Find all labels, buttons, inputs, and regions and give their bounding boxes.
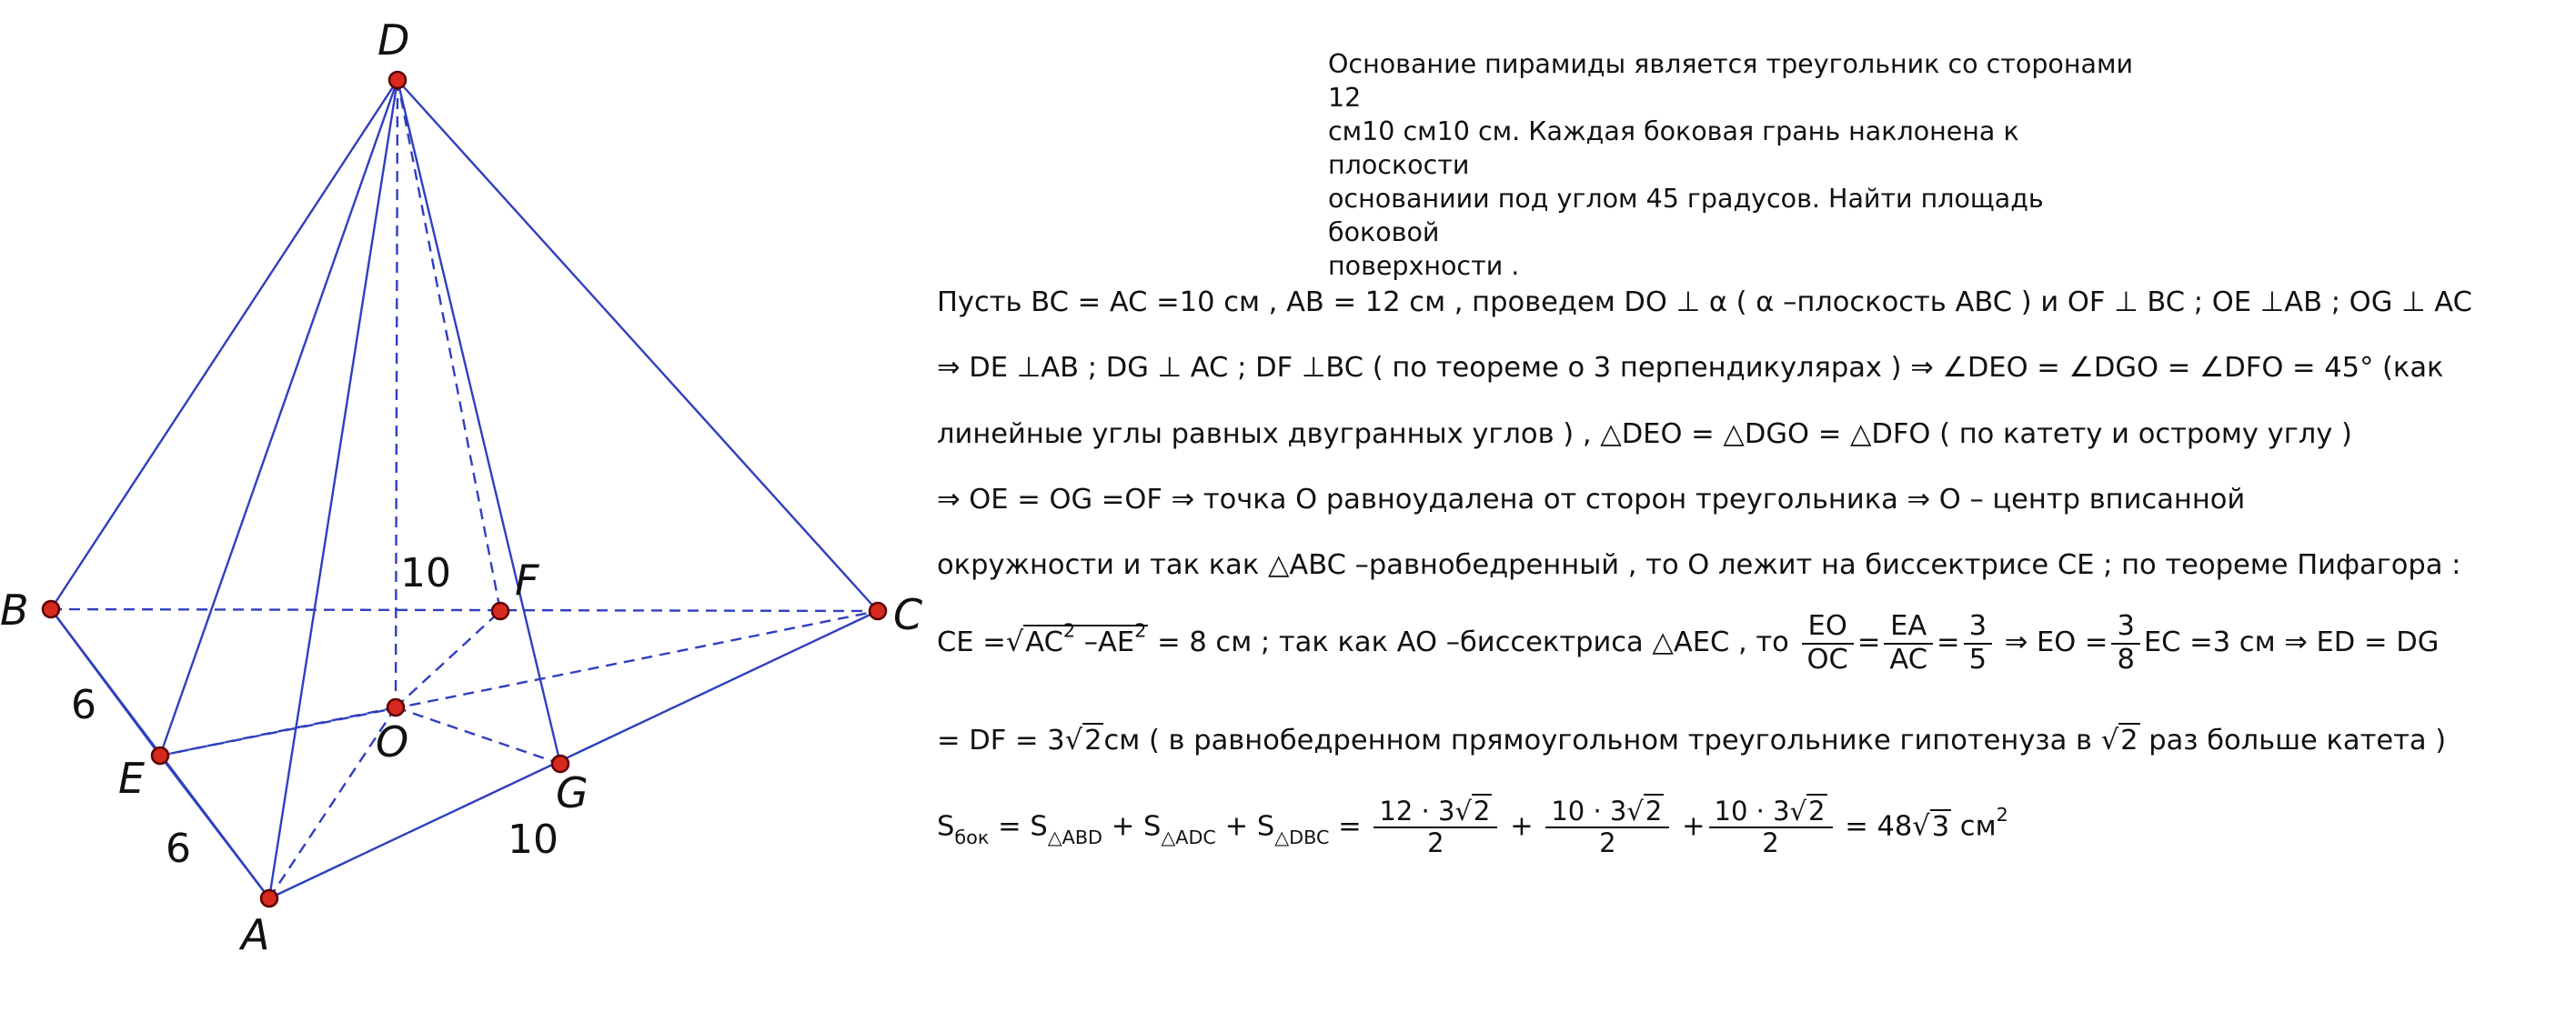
- solution-line-2: ⇒ DE ⊥AB ; DG ⊥ AC ; DF ⊥BC ( по теореме о 3 перпендикулярах ) ⇒ ∠DEO = ∠DGO = ∠DFO = 45° (как: [937, 352, 2444, 384]
- edge-ac: [269, 611, 878, 898]
- radicand: [1023, 619, 1148, 658]
- pyramid-edges: [51, 80, 878, 898]
- radicand: 2: [1084, 725, 1102, 756]
- pyramid-figure: [0, 0, 946, 1012]
- exponent: 2: [1134, 619, 1147, 642]
- edge-dg: [397, 80, 560, 764]
- point-a: [261, 890, 277, 907]
- edge-df-hidden: [397, 80, 500, 611]
- label-length-do: 10: [400, 550, 451, 596]
- label-point-f: F: [515, 556, 539, 605]
- area-symbol: S: [937, 810, 955, 843]
- edge-of-hidden: [396, 611, 500, 707]
- unit: см: [1951, 810, 1997, 843]
- point-o: [387, 699, 404, 716]
- edge-da: [269, 80, 397, 898]
- exponent: 2: [1062, 619, 1076, 642]
- fraction-3-8: [2111, 611, 2139, 676]
- sqrt-sign: √: [1005, 626, 1024, 658]
- label-point-d: D: [377, 15, 410, 65]
- edge-eb: [51, 609, 160, 756]
- text-segment: = 8 см ; так как AO –биссектриса △AEC , то: [1148, 626, 1798, 658]
- problem-statement: Основание пирамиды является треугольник со сторонами 12 см10 см10 см. Каждая боковая грань наклонена к плоскости основаниии под углом 45 градусов. Найти площадь боковой поверхности .: [1328, 49, 2133, 282]
- equals-sign: =: [1857, 626, 1881, 658]
- fraction-area-dbc: [1709, 797, 1833, 858]
- solution-line-5: окружности и так как △ABC –равнобедренный , то O лежит на биссектрисе CE ; по теореме Пифагора :: [937, 549, 2461, 581]
- label-length-be: 6: [71, 682, 96, 728]
- sqrt-sign: √: [2100, 725, 2119, 756]
- denominator: 2: [1427, 827, 1444, 858]
- point-e: [152, 747, 168, 764]
- text-segment: EC =3 см ⇒ ED = DG: [2143, 626, 2440, 658]
- edge-db: [51, 80, 397, 609]
- fraction-eo-oc: [1802, 611, 1854, 676]
- denominator: OC: [1806, 643, 1848, 676]
- denominator: 8: [2117, 643, 2135, 676]
- point-b: [43, 601, 59, 617]
- label-point-o: O: [376, 717, 409, 767]
- point-d: [389, 72, 406, 88]
- label-point-g: G: [556, 768, 589, 817]
- result-value: = 48: [1836, 810, 1913, 843]
- numerator: 10 · 3√2: [1709, 797, 1833, 828]
- fraction-area-abd: [1374, 797, 1497, 858]
- edge-do-hidden: [396, 80, 397, 707]
- solution-line-8: [937, 797, 2565, 858]
- solution-line-4: ⇒ OE = OG =OF ⇒ точка O равноудалена от сторон треугольника ⇒ O – центр вписанной: [937, 484, 2246, 516]
- sqrt-sign: √: [1064, 725, 1083, 756]
- denominator: 5: [1968, 643, 1987, 676]
- fraction-area-adc: [1545, 797, 1669, 858]
- radicand-ae: –AE: [1075, 626, 1135, 658]
- numerator: 12 · 3√2: [1374, 797, 1497, 828]
- edge-ec-hidden: [160, 611, 878, 756]
- text-segment: = S: [989, 810, 1048, 843]
- text-segment: + S: [1215, 810, 1275, 843]
- text-segment: = DF = 3: [937, 725, 1065, 756]
- numerator: 10 · 3√2: [1545, 797, 1669, 828]
- radicand: 3: [1931, 810, 1950, 843]
- plus-sign: +: [1501, 810, 1543, 843]
- solution-line-7: [937, 727, 2565, 756]
- numerator: EA: [1884, 611, 1933, 645]
- ce-label: CE =: [937, 626, 1006, 658]
- pyramid-points: [43, 72, 886, 907]
- label-length-ea: 6: [166, 826, 191, 872]
- radicand-ac: AC: [1025, 626, 1063, 658]
- solution-line-6: [937, 611, 2565, 676]
- point-f: [492, 603, 508, 619]
- triangle-subscript: △DBC: [1274, 826, 1330, 848]
- denominator: 2: [1762, 827, 1779, 858]
- edge-de: [160, 80, 397, 756]
- label-point-e: E: [118, 754, 146, 803]
- label-length-ag: 10: [508, 817, 558, 863]
- triangle-subscript: △ABD: [1047, 826, 1103, 848]
- point-c: [870, 603, 886, 619]
- plus-sign: +: [1673, 810, 1706, 843]
- numerator: 3: [1964, 611, 1992, 645]
- numerator: 3: [2111, 611, 2139, 645]
- fraction-3-5: [1964, 611, 1992, 676]
- sqrt-sign: √: [1912, 810, 1930, 843]
- area-subscript: бок: [954, 826, 990, 848]
- solution-line-3: линейные углы равных двугранных углов ) , △DEO = △DGO = △DFO ( по катету и острому углу ): [937, 418, 2352, 450]
- solution-line-1: Пусть BC = AC =10 см , AB = 12 см , проведем DO ⊥ α ( α –плоскость ABC ) и OF ⊥ BC ; OE ⊥AB ; OG ⊥ AC: [937, 286, 2472, 318]
- text-segment: ⇒ EO =: [2004, 626, 2108, 658]
- edge-dc: [397, 80, 878, 611]
- denominator: AC: [1889, 643, 1928, 676]
- text-segment: + S: [1102, 810, 1162, 843]
- triangle-subscript: △ADC: [1161, 826, 1216, 848]
- text-segment: см ( в равнобедренном прямоугольном треугольнике гипотенуза в: [1103, 725, 2101, 756]
- edge-bc-hidden: [51, 609, 878, 611]
- label-point-a: A: [241, 910, 270, 959]
- label-point-c: C: [893, 590, 923, 639]
- text-segment: раз больше катета ): [2139, 725, 2447, 756]
- equals-sign: =: [1937, 626, 1960, 658]
- edge-og-hidden: [396, 707, 560, 764]
- equals-sign: =: [1329, 810, 1371, 843]
- exponent: 2: [1996, 803, 2008, 826]
- fraction-ea-ac: [1884, 611, 1933, 676]
- denominator: 2: [1599, 827, 1616, 858]
- radicand: 2: [2120, 725, 2138, 756]
- label-point-b: B: [0, 586, 29, 635]
- numerator: EO: [1802, 611, 1854, 645]
